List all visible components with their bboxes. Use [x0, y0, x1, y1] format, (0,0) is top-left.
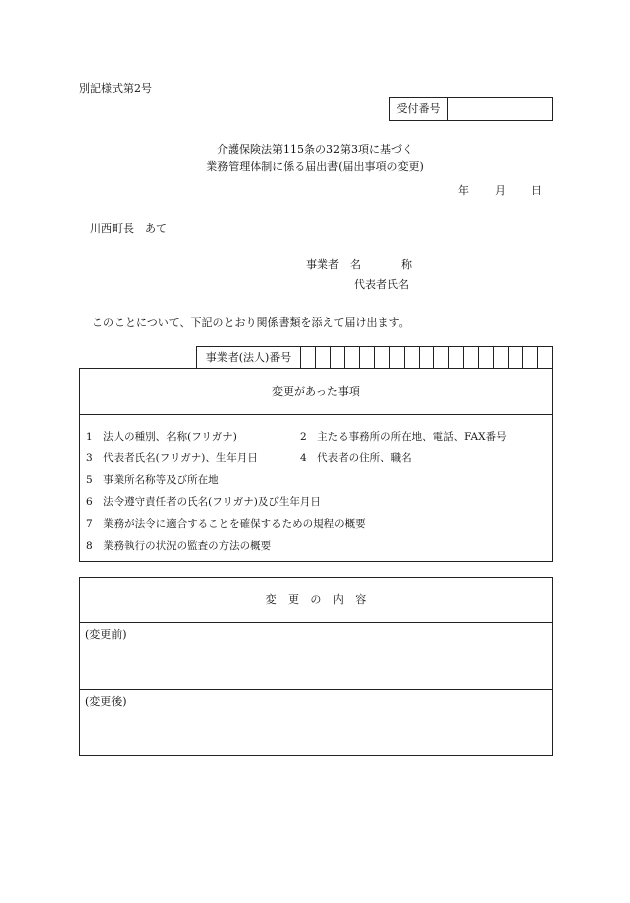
business-number-digit[interactable] [479, 347, 494, 368]
before-change-label: (変更前) [85, 628, 127, 641]
changed-items-table [79, 368, 553, 562]
changed-item[interactable]: 8 業務執行の状況の監査の方法の概要 [86, 540, 272, 552]
business-number-digit[interactable] [434, 347, 449, 368]
business-number-digit[interactable] [316, 347, 331, 368]
receipt-number-field[interactable] [448, 98, 552, 120]
business-number-digit[interactable] [464, 347, 479, 368]
changed-item[interactable]: 2 主たる事務所の所在地、電話、FAX番号 [300, 431, 507, 443]
business-number-digit[interactable] [405, 347, 420, 368]
change-content-header: 変 更 の 内 容 [80, 578, 552, 623]
business-number-digit[interactable] [538, 347, 552, 368]
business-number-digit[interactable] [360, 347, 375, 368]
changed-item[interactable]: 4 代表者の住所、職名 [300, 452, 412, 464]
business-number-label: 事業者(法人)番号 [197, 347, 301, 368]
representative-name-label: 代表者氏名 [354, 278, 409, 291]
document-title-line2: 業務管理体制に係る届出書(届出事項の変更) [206, 160, 424, 173]
business-number-digit[interactable] [345, 347, 360, 368]
changed-item[interactable]: 7 業務が法令に適合することを確保するための規程の概要 [86, 518, 366, 530]
after-change-label: (変更後) [85, 695, 127, 708]
changed-item[interactable]: 6 法令遵守責任者の氏名(フリガナ)及び生年月日 [86, 496, 321, 508]
document-title-line1: 介護保険法第115条の32第3項に基づく [217, 143, 413, 156]
business-number-digit[interactable] [331, 347, 346, 368]
business-number-digit[interactable] [420, 347, 435, 368]
changed-items-header: 変更があった事項 [80, 369, 552, 415]
business-number-digit[interactable] [509, 347, 524, 368]
changed-item[interactable]: 1 法人の種別、名称(フリガナ) [86, 431, 237, 443]
changed-item[interactable]: 3 代表者氏名(フリガナ)、生年月日 [86, 452, 258, 464]
form-number: 別記様式第2号 [79, 82, 152, 95]
business-number-digit[interactable] [301, 347, 316, 368]
before-change-field[interactable] [80, 622, 552, 690]
date-year-label: 年 [458, 184, 469, 197]
date-month-label: 月 [495, 184, 506, 197]
business-number-digit[interactable] [390, 347, 405, 368]
date-day-label: 日 [531, 184, 542, 197]
receipt-number-box [389, 97, 553, 121]
business-number-digit[interactable] [494, 347, 509, 368]
addressee: 川西町長 あて [90, 222, 167, 235]
business-number-digit[interactable] [375, 347, 390, 368]
intro-text: このことについて、下記のとおり関係書類を添えて届け出ます。 [92, 316, 410, 329]
business-number-digit[interactable] [449, 347, 464, 368]
business-number-row [196, 346, 553, 369]
change-content-table [79, 577, 553, 756]
after-change-field[interactable] [80, 689, 552, 755]
changed-item[interactable]: 5 事業所名称等及び所在地 [86, 474, 219, 486]
business-number-digit[interactable] [523, 347, 538, 368]
business-name-label-suffix: 称 [401, 258, 412, 271]
business-name-label: 事業者 名 [306, 258, 361, 271]
receipt-number-label: 受付番号 [390, 98, 448, 120]
